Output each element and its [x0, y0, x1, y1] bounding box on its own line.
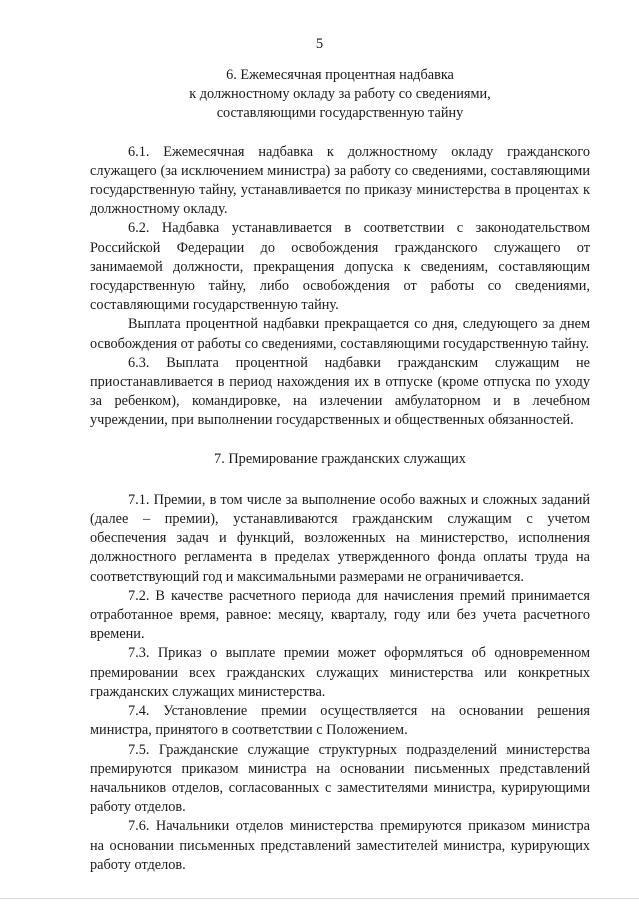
section-6-title-line-2: к должностному окладу за работу со сведениями, — [189, 86, 491, 103]
spacer — [90, 469, 590, 491]
paragraph-7-1: 7.1. Премии, в том числе за выполнение особо важных и сложных заданий (далее – премии), устанавливаются гражданским служащим с учетом обеспечения задач и функций, возложенных на министерство, исполнения должностного регламента в пределах утвержденного фонда оплаты труда на соответствующий год и максимальными размерами не ограничивается. — [90, 491, 590, 585]
page-bottom-edge — [0, 898, 639, 899]
section-6-title-line-3: составляющими государственную тайну — [216, 105, 464, 122]
paragraph-7-2: 7.2. В качестве расчетного периода для начисления премий принимается отработанное время, равное: месяцу, кварталу, году или без учета расчетного времени. — [90, 587, 590, 643]
paragraph-7-3: 7.3. Приказ о выплате премии может оформляться об одновременном премировании всех гражданских служащих министерства или конкретных гражданских служащих министерства. — [90, 645, 590, 700]
paragraph-7-4: 7.4. Установление премии осуществляется на основании решения министра, принятого в соответствии с Положением. — [90, 703, 590, 739]
paragraph-7-6: 7.6. Начальники отделов министерства премируются приказом министра на основании письменных представлений заместителей министра, курирующих работу отделов. — [90, 818, 590, 873]
paragraph-7-5: 7.5. Гражданские служащие структурных подразделений министерства премируются приказом министра на основании письменных представлений начальников отделов, согласованных с заместителями министра, курирующими работу отделов. — [90, 741, 590, 816]
page-number: 5 — [315, 36, 324, 52]
paragraph-6-3: 6.3. Выплата процентной надбавки гражданским служащим не приостанавливается в период нахождения их в отпуске (кроме отпуска по уходу за ребенком), командировке, на излечении амбулаторном и в лечебном учреждении, при выполнении государственных и общественных обязанностей. — [90, 354, 590, 429]
paragraph-6-2: 6.2. Надбавка устанавливается в соответствии с законодательством Российской Федерации до освобождения гражданского служащего от занимаемой должности, прекращения допуска к сведениям, составляющим государственную тайну, либо освобождения от работы со сведениями, составляющими государственную тайну. — [90, 220, 590, 314]
spacer — [90, 124, 590, 143]
section-7-heading: 7. Премирование гражданских служащих — [214, 450, 466, 467]
paragraph-6-2-continued: Выплата процентной надбавки прекращается со дня, следующего за днем освобождения от работы со сведениями, составляющими государственную тайну. — [90, 316, 590, 352]
section-6-heading — [90, 66, 590, 124]
spacer — [90, 431, 590, 450]
paragraph-6-1: 6.1. Ежемесячная надбавка к должностному окладу гражданского служащего (за исключением министра) за работу со сведениями, составляющими государственную тайну, устанавливается по приказу министерства в процентах к должностному окладу. — [90, 143, 590, 218]
section-6-title-line-1: 6. Ежемесячная процентная надбавка — [226, 67, 454, 83]
document-body — [90, 66, 590, 875]
